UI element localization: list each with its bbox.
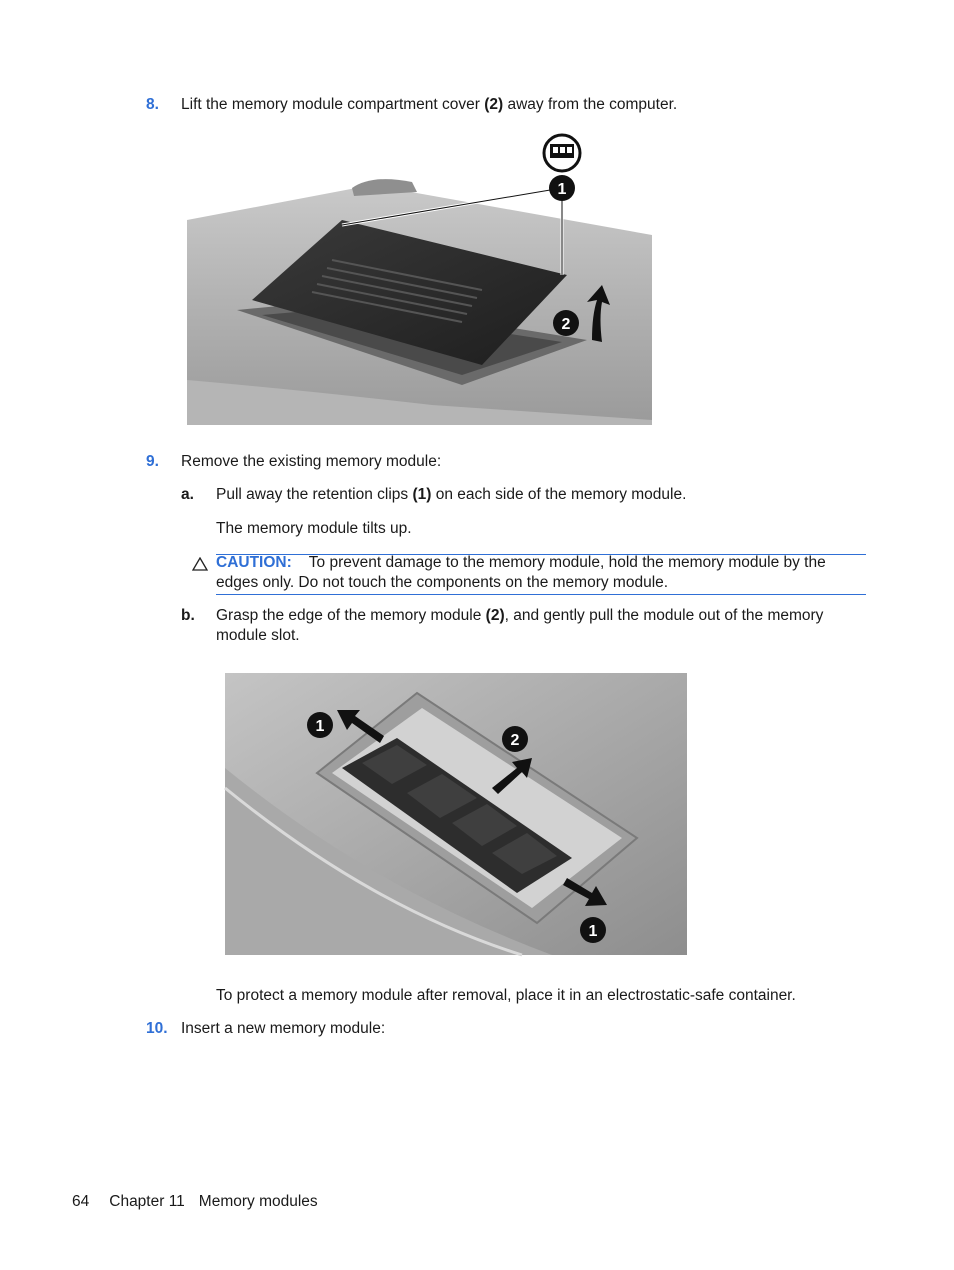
svg-text:1: 1 xyxy=(315,718,325,735)
callout-2 xyxy=(553,310,579,336)
step-number: 9. xyxy=(146,453,159,470)
callout-ref: (2) xyxy=(484,96,504,113)
step-10-text: Insert a new memory module: xyxy=(181,1020,386,1037)
svg-text:1: 1 xyxy=(588,923,598,940)
caution-line-1 xyxy=(216,554,826,572)
step-text: on each side of the memory module. xyxy=(431,486,687,503)
step-9-text: Remove the existing memory module: xyxy=(181,453,442,470)
figure-remove-cover xyxy=(182,130,662,430)
caution-label: CAUTION: xyxy=(216,554,292,571)
step-text: Grasp the edge of the memory module xyxy=(216,607,486,624)
substep-a-text xyxy=(216,486,686,504)
page-footer xyxy=(72,1193,318,1211)
memory-module-icon xyxy=(544,135,580,171)
callout-1 xyxy=(307,712,333,738)
step-text: Lift the memory module compartment cover xyxy=(181,96,485,113)
chapter-label: Chapter 11 xyxy=(109,1193,185,1210)
caution-line-2: edges only. Do not touch the components on the memory module. xyxy=(216,574,669,591)
substep-a-note: The memory module tilts up. xyxy=(216,520,412,537)
page-number: 64 xyxy=(72,1193,90,1210)
step-text: away from the computer. xyxy=(503,96,678,113)
step-number: 8. xyxy=(146,96,159,113)
step-9 xyxy=(146,453,159,471)
caution-triangle-icon xyxy=(192,557,208,571)
substep-letter-b: b. xyxy=(181,607,195,624)
callout-ref: (1) xyxy=(412,486,432,503)
svg-text:2: 2 xyxy=(561,316,571,333)
section-title: Memory modules xyxy=(198,1193,318,1210)
step-text: , and gently pull the module out of the memory xyxy=(504,607,824,624)
step-8-text xyxy=(181,96,677,114)
step-10 xyxy=(146,1020,168,1038)
substep-b-text-2: module slot. xyxy=(216,627,300,644)
callout-2 xyxy=(502,726,528,752)
substep-letter-a: a. xyxy=(181,486,194,503)
callout-1 xyxy=(580,917,606,943)
svg-text:1: 1 xyxy=(557,181,567,198)
step-number: 10. xyxy=(146,1020,168,1037)
caution-text: To prevent damage to the memory module, hold the memory module by the xyxy=(308,554,826,571)
step-8 xyxy=(146,96,159,114)
figure-remove-module xyxy=(222,668,692,960)
step-text: Pull away the retention clips xyxy=(216,486,413,503)
callout-1 xyxy=(549,175,575,201)
substep-b-text xyxy=(216,607,823,625)
callout-ref: (2) xyxy=(485,607,505,624)
storage-note: To protect a memory module after removal, place it in an electrostatic-safe container. xyxy=(216,987,796,1004)
svg-text:2: 2 xyxy=(510,732,520,749)
